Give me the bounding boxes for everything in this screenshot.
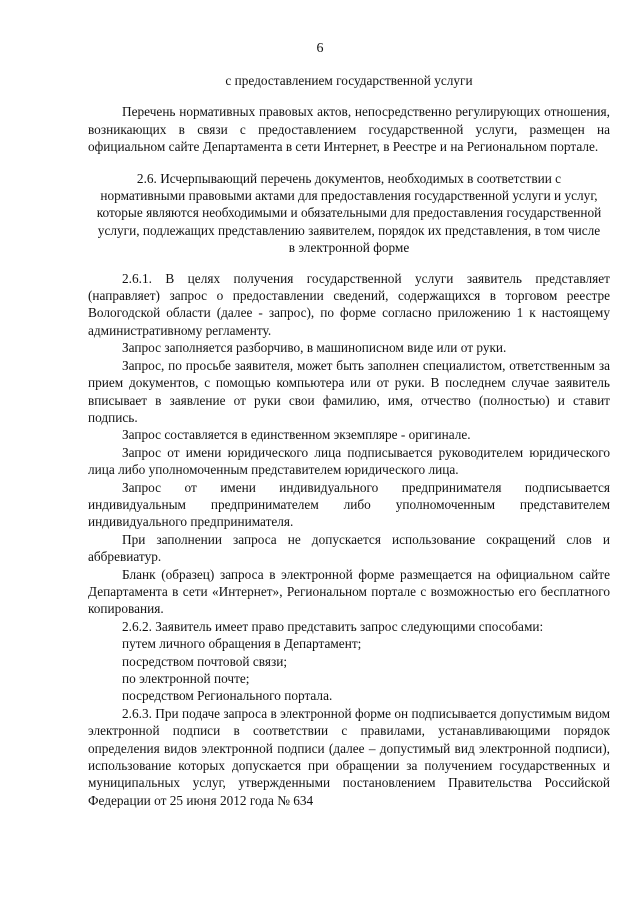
top-line: с предоставлением государственной услуги bbox=[225, 73, 473, 88]
page-number: 6 bbox=[316, 41, 324, 56]
paragraph-original: Запрос составляется в единственном экземпляре - оригинале. bbox=[122, 427, 471, 443]
paragraph-specialist: Запрос, по просьбе заявителя, может быть заполнен специалистом, ответственным за прием документов, с помощью компьютера или от руки. В последнем случае заявитель вписывает в заявление от руки свои фамилию, имя, отчество (полностью) и ставит подпись. bbox=[88, 357, 610, 425]
paragraph-2-6-3: 2.6.3. При подаче запроса в электронной форме он подписывается допустимым видом электронной подписи в соответствии с правилами, устанавливающими порядок определения видов электронной подписи (далее – допустимый вид электронной подписи), использование которых допускается при обращении за получением государственных и муниципальных услуг, утвержденными постановлением Правительства Российской Федерации от 25 июня 2012 года № 634 bbox=[88, 705, 610, 808]
method-item: путем личного обращения в Департамент; bbox=[122, 636, 362, 652]
method-item: посредством почтовой связи; bbox=[122, 653, 288, 669]
intro-paragraph: Перечень нормативных правовых актов, непосредственно регулирующих отношения, возникающих в связи с предоставлением государственной услуги, размещен на официальном сайте Департамента в сети Интернет, в Реестре и на Региональном портале. bbox=[88, 104, 610, 155]
document-content bbox=[88, 72, 610, 809]
paragraph-form-template: Бланк (образец) запроса в электронной форме размещается на официальном сайте Департамента в сети «Интернет», Региональном портале с возможностью его бесплатного копирования. bbox=[88, 566, 610, 617]
paragraph-handwriting: Запрос заполняется разборчиво, в машинописном виде или от руки. bbox=[122, 340, 507, 356]
method-item: посредством Регионального портала. bbox=[122, 688, 333, 704]
section-heading: 2.6. Исчерпывающий перечень документов, необходимых в соответствии с нормативными правовыми актами для предоставления государственной услуги и услуг, которые являются необходимыми и обязательными для предоставления государственной услуги, подлежащих представлению заявителем, порядок их представления, в том числе в электронной форме bbox=[96, 170, 602, 256]
method-item: по электронной почте; bbox=[122, 671, 250, 686]
paragraph-entrepreneur: Запрос от имени индивидуального предпринимателя подписывается индивидуальным предпринимателем либо уполномоченным представителем индивидуального предпринимателя. bbox=[88, 479, 610, 530]
paragraph-legal-entity: Запрос от имени юридического лица подписывается руководителем юридического лица либо уполномоченным представителем юридического лица. bbox=[88, 444, 610, 478]
paragraph-2-6-1: 2.6.1. В целях получения государственной услуги заявитель представляет (направляет) запрос о предоставлении сведений, содержащихся в торговом реестре Вологодской области (далее - запрос), по форме согласно приложению 1 к настоящему административному регламенту. bbox=[88, 270, 610, 338]
paragraph-2-6-2: 2.6.2. Заявитель имеет право представить запрос следующими способами: bbox=[122, 618, 544, 634]
paragraph-abbreviations: При заполнении запроса не допускается использование сокращений слов и аббревиатур. bbox=[88, 531, 610, 565]
